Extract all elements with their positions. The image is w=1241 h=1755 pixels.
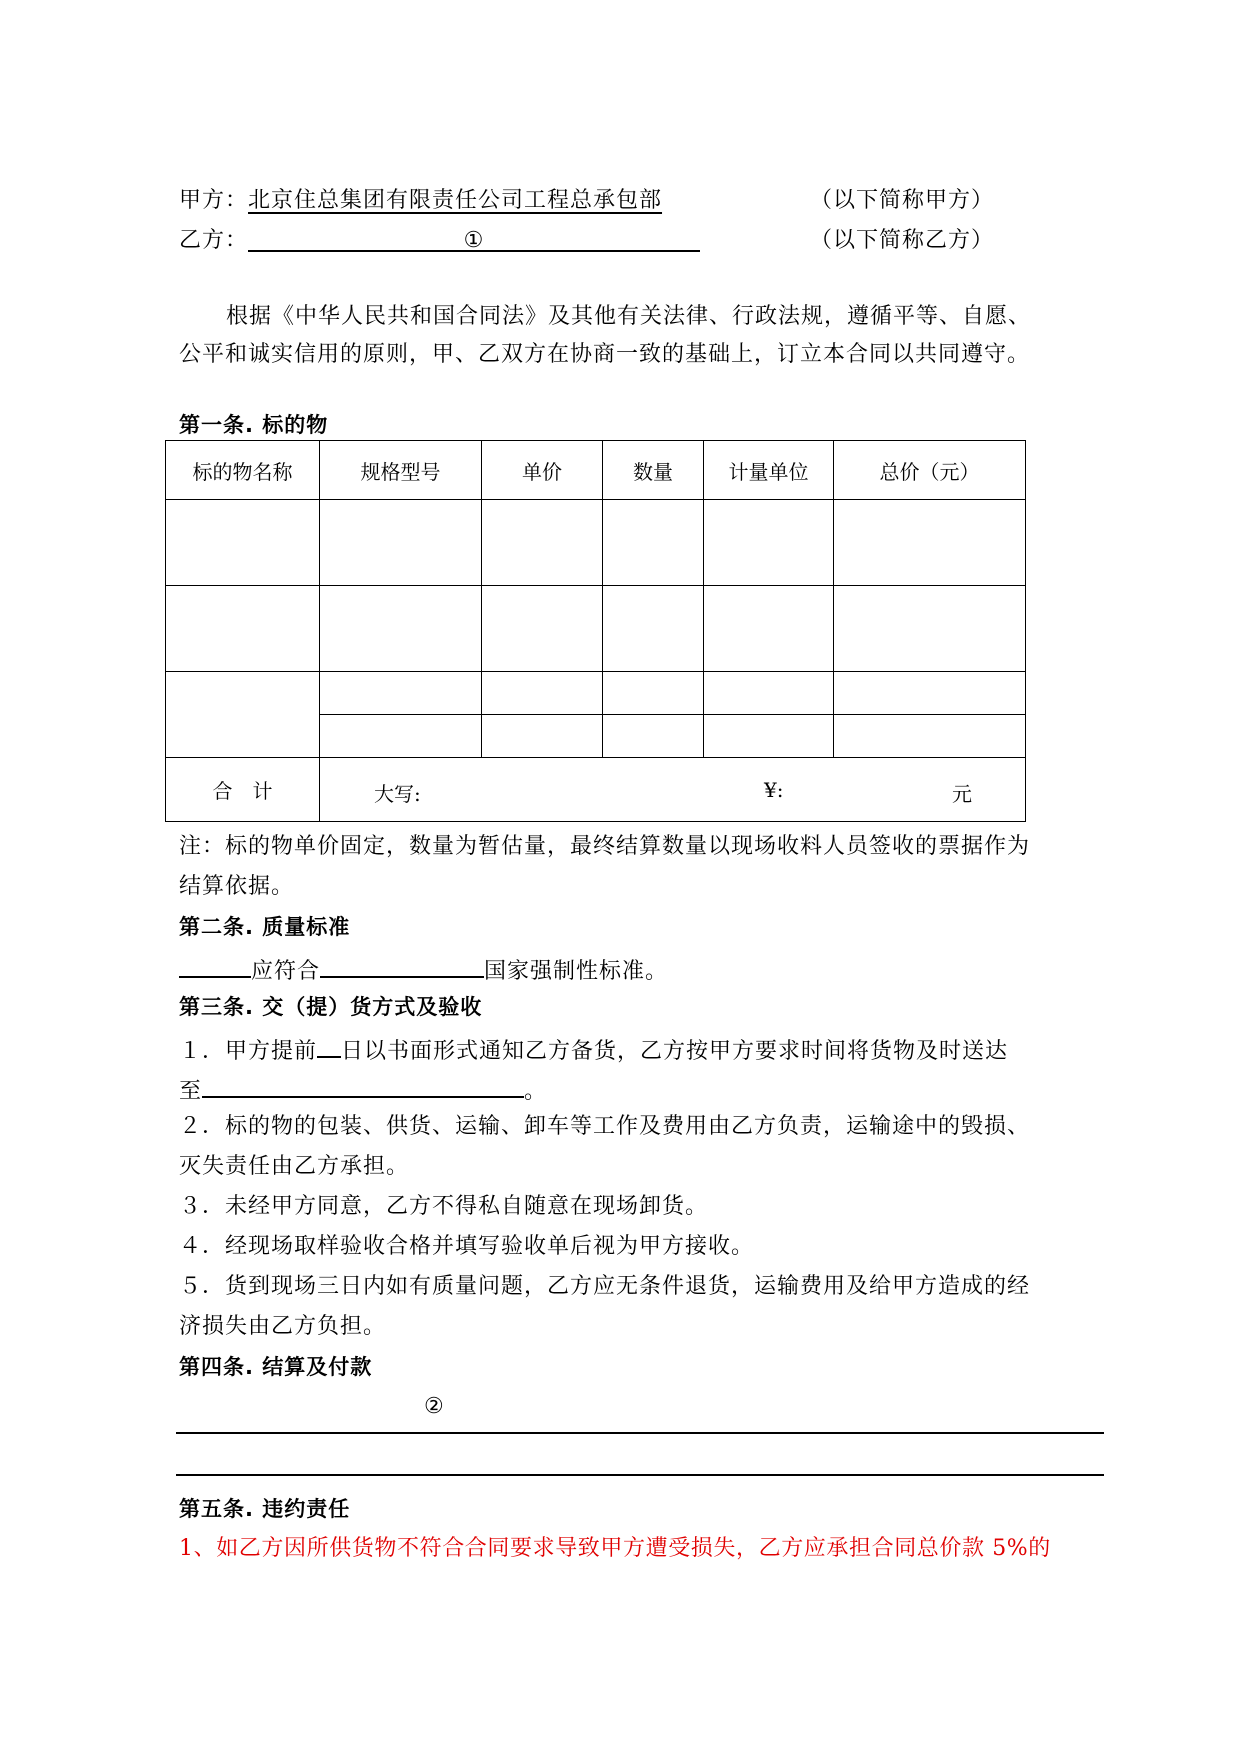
article3-item1-line2 (179, 1072, 547, 1107)
article3-item1-line1 (179, 1032, 1008, 1067)
table-cell[interactable] (704, 672, 834, 715)
table-total-cell[interactable] (320, 758, 1026, 822)
table-cell[interactable] (704, 500, 834, 586)
table-cell[interactable] (603, 586, 704, 672)
table-header-cell: 计量单位 (704, 441, 834, 500)
table-header-cell: 规格型号 (320, 441, 482, 500)
article4-title: 第四条. 结算及付款 (179, 1355, 373, 1379)
goods-table (165, 440, 1026, 822)
table-row (166, 672, 1026, 715)
article2-title: 第二条. 质量标准 (179, 915, 351, 939)
table-cell[interactable] (603, 500, 704, 586)
article3-days-blank[interactable] (317, 1032, 341, 1058)
article1-note-line-1: 注：标的物单价固定，数量为暂估量，最终结算数量以现场收料人员签收的票据作为 (179, 834, 1031, 859)
article3-item3: ３．未经甲方同意，乙方不得私自随意在现场卸货。 (179, 1194, 709, 1219)
table-header-cell: 单价 (482, 441, 603, 500)
article4-blank-line-1[interactable] (176, 1432, 1104, 1434)
party-b-row (179, 226, 700, 256)
table-cell[interactable] (166, 500, 320, 586)
article3-item1-a: １．甲方提前 (179, 1039, 318, 1064)
article3-item1-d: 。 (524, 1079, 548, 1104)
table-cell[interactable] (166, 586, 320, 672)
article3-item2-line1: ２．标的物的包装、供货、运输、卸车等工作及费用由乙方负责，运输途中的毁损、 (179, 1114, 1031, 1139)
article5-title: 第五条. 违约责任 (179, 1497, 351, 1521)
table-cell[interactable] (834, 500, 1026, 586)
article3-item1-c: 至 (179, 1079, 203, 1104)
party-b-blank[interactable] (248, 226, 700, 252)
table-cell[interactable] (320, 586, 482, 672)
table-cell[interactable] (482, 586, 603, 672)
article4-marker: ② (424, 1394, 445, 1419)
table-cell[interactable] (320, 500, 482, 586)
party-b-marker: ① (463, 228, 485, 253)
table-header-cell: 数量 (603, 441, 704, 500)
article3-item1-b: 日以书面形式通知乙方备货，乙方按甲方要求时间将货物及时送达 (341, 1039, 1009, 1064)
table-cell[interactable] (320, 672, 482, 715)
party-a-name: 北京住总集团有限责任公司工程总承包部 (248, 188, 663, 213)
article5-item1: 1、如乙方因所供货物不符合合同要求导致甲方遭受损失，乙方应承担合同总价款 5%的 (179, 1536, 1051, 1561)
table-header-cell: 标的物名称 (166, 441, 320, 500)
party-a-label: 甲方： (179, 188, 249, 213)
table-cell[interactable] (704, 586, 834, 672)
article2-text (179, 952, 668, 987)
table-cell[interactable] (834, 715, 1026, 758)
article3-destination-blank[interactable] (202, 1072, 524, 1098)
preamble-line-1: 根据《中华人民共和国合同法》及其他有关法律、行政法规，遵循平等、自愿、 (226, 304, 1032, 329)
table-cell[interactable] (704, 715, 834, 758)
table-cell[interactable] (603, 672, 704, 715)
table-cell[interactable] (482, 715, 603, 758)
article3-title: 第三条. 交（提）货方式及验收 (179, 995, 483, 1019)
article3-item5-line2: 济损失由乙方负担。 (179, 1314, 387, 1339)
party-b-note: （以下简称乙方） (810, 228, 995, 253)
table-cell[interactable] (320, 715, 482, 758)
total-unit: 元 (952, 782, 972, 806)
table-cell[interactable] (482, 500, 603, 586)
table-row (166, 586, 1026, 672)
article1-title: 第一条. 标的物 (179, 413, 329, 437)
article3-item5-line1: ５．货到现场三日内如有质量问题，乙方应无条件退货，运输费用及给甲方造成的经 (179, 1274, 1031, 1299)
table-header-cell: 总价（元） (834, 441, 1026, 500)
table-total-label: 合 计 (166, 758, 320, 822)
party-a-note: （以下简称甲方） (810, 188, 995, 213)
total-yen-label: ¥: (764, 778, 784, 802)
table-cell[interactable] (834, 672, 1026, 715)
table-cell[interactable] (834, 586, 1026, 672)
table-cell[interactable] (482, 672, 603, 715)
article3-item4: ４．经现场取样验收合格并填写验收单后视为甲方接收。 (179, 1234, 755, 1259)
article3-item2-line2: 灭失责任由乙方承担。 (179, 1154, 410, 1179)
party-b-label: 乙方： (179, 228, 249, 253)
table-row (166, 500, 1026, 586)
article2-text-middle: 应符合 (251, 959, 321, 984)
total-words-label: 大写: (374, 782, 421, 806)
table-total-row (166, 758, 1026, 822)
table-cell[interactable] (603, 715, 704, 758)
table-header-row (166, 441, 1026, 500)
table-cell[interactable] (166, 672, 320, 758)
party-a-row (179, 186, 662, 216)
article2-text-end: 国家强制性标准。 (484, 959, 669, 984)
preamble-line-2: 公平和诚实信用的原则，甲、乙双方在协商一致的基础上，订立本合同以共同遵守。 (179, 342, 1031, 367)
article2-item-blank[interactable] (179, 952, 251, 978)
article1-note-line-2: 结算依据。 (179, 874, 295, 899)
article4-blank-line-2[interactable] (176, 1474, 1104, 1476)
article2-standard-blank[interactable] (320, 952, 484, 978)
